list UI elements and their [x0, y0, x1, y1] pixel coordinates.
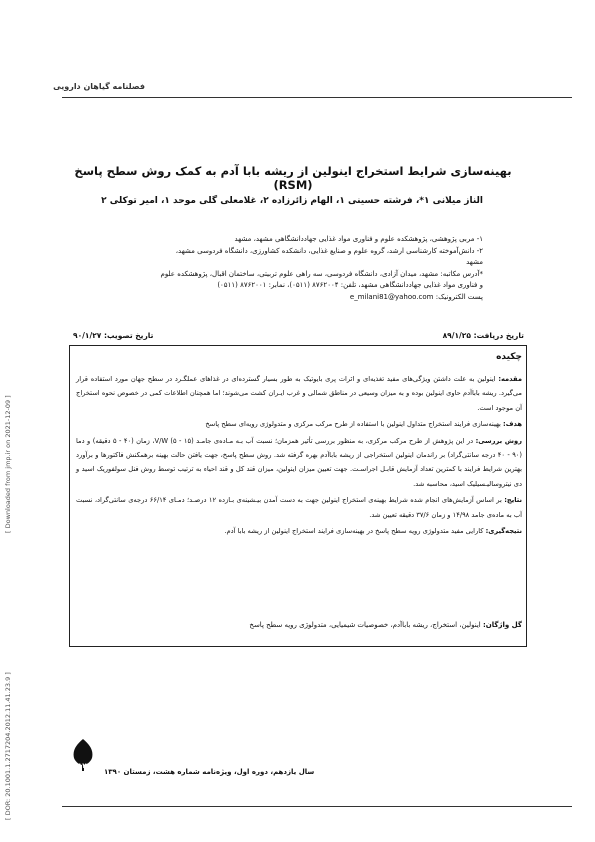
abstract-box [69, 345, 527, 647]
affiliation-line: پست الکترونیک: e_milani81@yahoo.com [349, 292, 483, 301]
method-label: روش بررسی: [475, 436, 523, 445]
side-notes [0, 0, 22, 842]
abstract-body [76, 372, 522, 540]
journal-name: فصلنامه گیاهان دارویی [53, 82, 145, 91]
dor-note: [ DOR: 20.1001.1.2717204.2012.11.41.23.9 ] [4, 672, 12, 820]
author-list: الناز میلانی ۱*، فرشته حسینی ۱، الهام زائرزاده ۲، غلامعلی گلی موحد ۱، امیر توکلی ۲ [101, 196, 483, 206]
accepted-date: تاریخ تصویب: ۹۰/۱/۲۷ [73, 331, 154, 340]
download-note: [ Downloaded from jmp.ir on 2021-12-09 ] [4, 395, 12, 533]
affiliation-line: *آدرس مکاتبه: مشهد، میدان آزادی، دانشگاه فردوسی، سه راهی علوم تربیتی، ساختمان اقبال، پژوهشکده علوم [160, 269, 483, 278]
abstract-method [76, 434, 522, 492]
method-text: در این پژوهش از طرح مرکب مرکزی، به منظور بررسی تأثیر همزمان؛ نسبت آب بـه مـاده‌ی جامـد V/W (۵ - ۱۵)، زمان (۴۰ - ۵ دقیقه) و دما (۹۰ - ۴۰ درجه سانتی‌گراد) بر راندمان اینولین استخراجی از ریشه باباآدم بهره گرفته شد. روش سطح پاسخ، جهت یافتن حالت بهینه برهمکنش فاکتورها و برآورد بهترین شرایط فرایند با کمترین تعداد آزمایش قابـل اجراسـت. جهت تعیین میزان اینولین، میزان قند کل و قند احیاء به ترتیب توسط روش فنل سولفوریک اسید و دی نیتروسالیـسیلیک اسید، محاسبه شد. [76, 436, 523, 488]
affiliation-line: ۲- دانش‌آموخته کارشناسی ارشد، گروه علوم و صنایع غذایی، دانشکده کشاورزی، دانشگاه فردوسی مشهد، [175, 246, 483, 255]
affiliation-line: مشهد [466, 258, 483, 267]
results-text: بر اساس آزمایش‌های انجام شده شرایط بهینه‌ی استخراج اینولین جهت به دست آمدن بیـشینه‌ی بـازده ۱۲ درصـد؛ دمـای ۶۶/۱۴ درجه‌ی سانتی‌گراد، نسبت آب به ماده‌ی جامد ۱۴/۹۸ و زمان ۳۷/۶ دقیقه تعیین شد. [76, 496, 522, 519]
affiliation-line: و فناوری مواد غذایی جهاددانشگاهی مشهد، تلفن: ۸۷۶۲۰۰۴ (۰۵۱۱)، نمابر: ۸۷۶۲۰۰۱ (۰۵۱۱) [217, 281, 483, 290]
intro-text: اینولین به علت داشتن ویژگی‌های مفید تغذیه‌ای و اثرات پری بایوتیک به طور بسیار گسترده‌ای در غذاهای عملگـرد در سطح جهان مورد استفاده قرار می‌گیرد. ریشه باباآدم حاوی اینولین بوده و به میزان وسیعی در مناطق شمالی و غرب ایـران کشت می‌شوند؛ اما همچنان اطلاعات کمی در خصوص نحوه استخراج آن موجود است. [76, 375, 522, 412]
aim-text: بهینه‌سازی فرایند استخراج متداول اینولین با استفاده از طرح مرکب مرکزی و متدولوژی رویه‌ای سطح پاسخ [205, 420, 504, 429]
affiliations [83, 234, 483, 304]
footer-rule [62, 806, 572, 807]
aim-label: هدف: [503, 420, 522, 429]
intro-label: مقدمه: [498, 375, 522, 383]
abstract-conclusion [76, 524, 522, 538]
keywords-text: اینولین، استخراج، ریشه باباآدم، خصوصیات شیمیایی، متدولوژی رویه سطح پاسخ [249, 621, 483, 629]
keywords [77, 621, 522, 629]
abstract-results [76, 493, 522, 522]
conclusion-text: کارایی مفید متدولوژی رویه سطح پاسخ در بهینه‌سازی فرایند استخراج اینولین از ریشه بابا آدم. [224, 527, 486, 536]
received-date: تاریخ دریافت: ۸۹/۱/۲۵ [442, 331, 524, 340]
abstract-aim [76, 417, 522, 431]
abstract-heading: چکیده [496, 352, 522, 362]
header-rule [62, 97, 572, 98]
issue-info: سال یازدهم، دوره اول، ویژه‌نامه شماره هشت، زمستان ۱۳۹۰ [104, 768, 315, 776]
conclusion-label: نتیجه‌گیری: [485, 527, 522, 536]
keywords-label: گل واژگان: [482, 621, 522, 629]
page-number: ۱۲۹ [78, 762, 91, 770]
article-title: بهینه‌سازی شرایط استخراج اینولین از ریشه بابا آدم به کمک روش سطح پاسخ (RSM) [74, 164, 512, 192]
results-label: نتایج: [504, 496, 522, 505]
dates-row [73, 331, 524, 340]
abstract-intro [76, 372, 522, 415]
affiliation-line: ۱- مربی پژوهشی، پژوهشکده علوم و فناوری مواد غذایی جهاددانشگاهی مشهد، مشهد [234, 235, 483, 243]
